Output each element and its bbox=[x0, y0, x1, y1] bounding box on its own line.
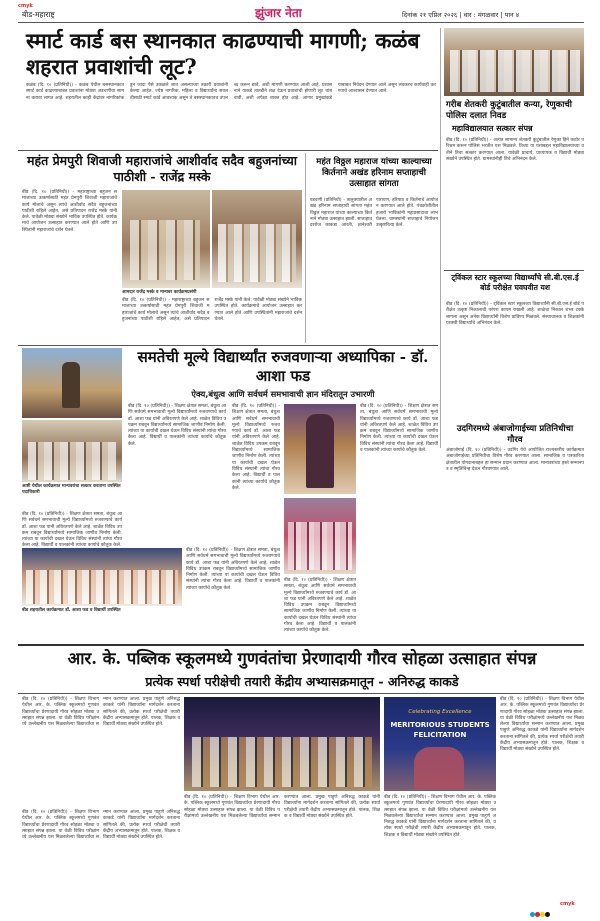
article5-headline: आर. के. पब्लिक स्कूलमध्ये गुणवंतांचा प्रेरणादायी गौरव सोहळा उत्साहात संपन्न bbox=[67, 649, 537, 668]
banner-line1: Celebrating Excellence bbox=[408, 709, 472, 715]
article4-body-right: बीड (दि. १० (प्रतिनिधी)) - शिक्षण क्षेत्रात समता, बंधुत्व आणि सर्वधर्म समभावाची मूल्ये विद्यार्थ्यांमध्ये रुजवण्याचे कार्य डॉ. आशा फड यांनी अविरतपणे केले आहे. शाळेत विविध उपक्रम राबवून विद्यार्थ्यांमध्ये सामाजिक जाणीव निर्माण केली. त्यांच्या या कार्याची दखल घेऊन विविध संस्थांनी त्यांचा गौरव केला आहे. विद्यार्थी व पालकांनी त्यांच्या कार्याचे कौतुक केले. bbox=[360, 404, 438, 454]
sidebar3-body: अंबाजोगाई (दि. १० (प्रतिनिधी)) - उदगिर येथे आयोजित राज्यस्तरीय कार्यक्रमात अंबाजोगाईच्या प्रतिनिधीचा विशेष गौरव करण्यात आला. सामाजिक व पत्रकारिता क्षेत्रातील योगदानाबद्दल हा सन्मान प्रदान करण्यात आला. मान्यवरांच्या हस्ते सन्मानपत्र व स्मृतिचिन्ह देऊन गौरवण्यात आले. bbox=[446, 448, 584, 472]
article4-body-bottom: बीड (दि. १० (प्रतिनिधी)) - शिक्षण क्षेत्रात समता, बंधुत्व आणि सर्वधर्म समभावाची मूल्ये विद्यार्थ्यांमध्ये रुजवण्याचे कार्य डॉ. आशा फड यांनी अविरतपणे केले आहे. शाळेत विविध उपक्रम राबवून विद्यार्थ्यांमध्ये सामाजिक जाणीव निर्माण केली. त्यांच्या या कार्याची दखल घेऊन विविध संस्थांनी त्यांचा गौरव केला आहे. विद्यार्थी व पालकांनी त्यांच्या कार्याचे कौतुक केले. bbox=[284, 578, 356, 634]
rule-a4 bbox=[18, 345, 438, 346]
felicitation-photo bbox=[444, 28, 584, 96]
asha-fad-photo bbox=[284, 404, 356, 494]
article4-body-right2: बीड (दि. १० (प्रतिनिधी)) - शिक्षण क्षेत्रात समता, बंधुत्व आणि सर्वधर्म समभावाची मूल्ये विद्यार्थ्यांमध्ये रुजवण्याचे कार्य डॉ. आशा फड यांनी अविरतपणे केले आहे. शाळेत विविध उपक्रम राबवून विद्यार्थ्यांमध्ये सामाजिक जाणीव निर्माण केली. त्यांच्या या कार्याची दखल घेऊन विविध संस्थांनी त्यांचा गौरव केला आहे. विद्यार्थी व पालकांनी त्यांच्या कार्याचे कौतुक केले. bbox=[232, 404, 280, 491]
article4-body: बीड (दि. १० (प्रतिनिधी)) - शिक्षण क्षेत्रात समता, बंधुत्व आणि सर्वधर्म समभावाची मूल्ये विद्यार्थ्यांमध्ये रुजवण्याचे कार्य डॉ. आशा फड यांनी अविरतपणे केले आहे. शाळेत विविध उपक्रम राबवून विद्यार्थ्यांमध्ये सामाजिक जाणीव निर्माण केली. त्यांच्या या कार्याची दखल घेऊन विविध संस्थांनी त्यांचा गौरव केला आहे. विद्यार्थी व पालकांनी त्यांच्या कार्याचे कौतुक केले. bbox=[128, 404, 226, 447]
sidebar1-subhead: महाविद्यालयात सत्कार संपन्न bbox=[452, 124, 533, 133]
masthead-logo: झुंजार नेता bbox=[255, 6, 302, 20]
article3-body: वडवणी (प्रतिनिधी) - तालुक्यातील अखंड हरिनाम सप्ताहाची सांगता महंत विठ्ठल महाराज यांच्या काल्याच्या किर्तनाने मोठ्या उत्साहात झाली. सप्ताहात दररोज काकडा आरती, ज्ञानेश्वरी पारायण, हरिपाठ व किर्तनाचे आयोजन करण्यात आले होते. पंचक्रोशीतील हजारो भाविकांनी महाप्रसादाचा लाभ घेतला. ग्रामस्थांनी सप्ताहाचे नियोजन उत्कृष्टरित्या केले. bbox=[310, 198, 438, 229]
sidebar2-headline: ट्विंकल स्टार स्कूलच्या विद्यार्थ्यांचे सी.बी.एस.ई बोर्ड परीक्षेत घवघवीत यश bbox=[451, 273, 579, 292]
banner-line3: FELICITATION bbox=[413, 731, 467, 739]
section-name: बीड-महाराष्ट्र bbox=[22, 10, 55, 19]
article4-body-cont: बीड (दि. १० (प्रतिनिधी)) - शिक्षण क्षेत्रात समता, बंधुत्व आणि सर्वधर्म समभावाची मूल्ये विद्यार्थ्यांमध्ये रुजवण्याचे कार्य डॉ. आशा फड यांनी अविरतपणे केले आहे. शाळेत विविध उपक्रम राबवून विद्यार्थ्यांमध्ये सामाजिक जाणीव निर्माण केली. त्यांच्या या कार्याची दखल घेऊन विविध संस्थांनी त्यांचा गौरव केला आहे. विद्यार्थी व पालकांनी त्यांच्या कार्याचे कौतुक केले. bbox=[186, 548, 280, 591]
header-rule bbox=[18, 22, 584, 23]
group-photo-left bbox=[22, 420, 122, 482]
article1-headline: स्मार्ट कार्ड बस स्थानकात काढण्याची मागणी; कळंब शहरात प्रवाशांची लूट? bbox=[26, 28, 420, 79]
article4-body-left: बीड (दि. १० (प्रतिनिधी)) - शिक्षण क्षेत्रात समता, बंधुत्व आणि सर्वधर्म समभावाची मूल्ये विद्यार्थ्यांमध्ये रुजवण्याचे कार्य डॉ. आशा फड यांनी अविरतपणे केले आहे. शाळेत विविध उपक्रम राबवून विद्यार्थ्यांमध्ये सामाजिक जाणीव निर्माण केली. त्यांच्या या कार्याची दखल घेऊन विविध संस्थांनी त्यांचा गौरव केला आहे. विद्यार्थी व पालकांनी त्यांच्या कार्याचे कौतुक केले. bbox=[22, 512, 122, 549]
article2-body: बीड (दि. १० (प्रतिनिधी)) - महाराष्ट्राच्या बहुजन समाजाच्या उत्कर्षासाठी महंत प्रेमपुरी शिवाजी महाराजांचे कार्य मोलाचे असून त्यांचे आशीर्वाद सदैव बहुजनांच्या पाठीशी राहिले आहेत, असे प्रतिपादन राजेंद्र मस्के यांनी केले. यावेळी मोठ्या संख्येने भाविक उपस्थित होते. कार्यक्रमाचे आयोजन उत्साहात करण्यात आले होते आणि उपस्थितांनी महाराजांचे दर्शन घेतले. bbox=[22, 190, 117, 233]
article3-headline: महंत विठ्ठल महाराज यांच्या काल्याच्या किर्तनाने अखंड हरिनाम सप्ताहाची उत्साहात सांगता bbox=[316, 157, 432, 189]
banner-line2: MERITORIOUS STUDENTS bbox=[390, 721, 490, 729]
rule-s2 bbox=[444, 270, 584, 271]
article4-caption-bottom: बीड शहरातील कार्यक्रमात डॉ. आशा फड व विद्यार्थी उपस्थित bbox=[22, 608, 121, 613]
rule-a5-sub bbox=[18, 693, 584, 694]
mhaske-photo bbox=[122, 190, 210, 288]
sidebar2-body: बीड (दि. १० (प्रतिनिधी)) - ट्विंकल स्टार स्कूलच्या विद्यार्थ्यांनी सी.बी.एस.ई बोर्ड परीक्षेत उत्कृष्ट निकालाची परंपरा कायम राखली आहे. शाळेचा निकाल शंभर टक्के लागला असून अनेक विद्यार्थ्यांनी विशेष प्राविण्य मिळवले. संस्थाचालक व शिक्षकांनी यशस्वी विद्यार्थ्यांचे अभिनंदन केले. bbox=[446, 302, 584, 326]
rule-a2 bbox=[18, 150, 438, 151]
article5-body-bottom2: बीड (दि. १० (प्रतिनिधी)) - शिक्षण विभाग येथील आर. के. पब्लिक स्कूलमध्ये गुणवंत विद्यार्थ्यांचा प्रेरणादायी गौरव सोहळा मोठ्या उत्साहात संपन्न झाला. या वेळी विविध परीक्षांमध्ये उल्लेखनीय यश मिळवलेल्या विद्यार्थ्यांचा सन्मान करण्यात आला. प्रमुख पाहुणे अनिरुद्ध काकडे यांनी विद्यार्थ्यांना मार्गदर्शन करताना सांगितले की, प्रत्येक स्पर्धा परीक्षेची तयारी केंद्रीय अभ्यासक्रमातून होते. पालक, शिक्षक व विद्यार्थी मोठ्या संख्येने उपस्थित होते. bbox=[184, 795, 380, 819]
sidebar1-body: बीड (दि. १० (प्रतिनिधी)) - अत्यंत सामान्य शेतकरी कुटुंबातील रेणुका हिने कठोर परिश्रम करून पोलिस भरतीत यश मिळवले. तिच्या या यशाबद्दल महाविद्यालयाच्या वतीने तिचा सत्कार करण्यात आला. यावेळी प्राचार्य, प्राध्यापक व विद्यार्थी मोठ्या संख्येने उपस्थित होते. ग्रामस्थांनीही तिचे अभिनंदन केले. bbox=[446, 138, 584, 162]
sidebar1-headline: गरीब शेतकरी कुटुंबातील कन्या, रेणुकाची पोलिस दलात निवड bbox=[446, 100, 573, 121]
article2-headline: महंत प्रेमपुरी शिवाजी महाराजांचे आशीर्वाद सदैव बहुजनांच्या पाठीशी - राजेंद्र मस्के bbox=[26, 153, 297, 184]
students-photo bbox=[284, 498, 356, 574]
sidebar3-headline: उदगिरमध्ये अंबाजोगाईच्या प्रतिनिधीचा गौरव bbox=[456, 424, 574, 445]
article4-subhead: ऐक्य,बंधुत्व आणि सर्वधर्म समभावाची ज्ञान मंदिरातून उभारणी bbox=[191, 389, 375, 399]
felicitation-banner-photo bbox=[384, 697, 496, 791]
article5-body-right: बीड (दि. १० (प्रतिनिधी)) - शिक्षण विभाग येथील आर. के. पब्लिक स्कूलमध्ये गुणवंत विद्यार्थ्यांचा प्रेरणादायी गौरव सोहळा मोठ्या उत्साहात संपन्न झाला. या वेळी विविध परीक्षांमध्ये उल्लेखनीय यश मिळवलेल्या विद्यार्थ्यांचा सन्मान करण्यात आला. प्रमुख पाहुणे अनिरुद्ध काकडे यांनी विद्यार्थ्यांना मार्गदर्शन करताना सांगितले की, प्रत्येक स्पर्धा परीक्षेची तयारी केंद्रीय अभ्यासक्रमातून होते. पालक, शिक्षक व विद्यार्थी मोठ्या संख्येने उपस्थित होते. bbox=[500, 697, 584, 753]
dateline: दिनांक २१ एप्रिल २०२६ | वार : मंगळवार | पान ४ bbox=[402, 11, 520, 19]
article2-caption: आमदार राजेंद्र मस्के व मान्यवर कार्यक्रमप्रसंगी bbox=[122, 290, 197, 295]
col-divider-top bbox=[440, 28, 441, 448]
statue-photo bbox=[22, 348, 122, 418]
article2-body-cont: बीड (दि. १० (प्रतिनिधी)) - महाराष्ट्राच्या बहुजन समाजाच्या उत्कर्षासाठी महंत प्रेमपुरी शिवाजी महाराजांचे कार्य मोलाचे असून त्यांचे आशीर्वाद सदैव बहुजनांच्या पाठीशी राहिले आहेत, असे प्रतिपादन राजेंद्र मस्के यांनी केले. यावेळी मोठ्या संख्येने भाविक उपस्थित होते. कार्यक्रमाचे आयोजन उत्साहात करण्यात आले होते आणि उपस्थितांनी महाराजांचे दर्शन घेतले. bbox=[122, 298, 302, 322]
masthead-bar bbox=[0, 0, 600, 22]
mhaske-photo-2 bbox=[212, 190, 302, 288]
article5-body-left: बीड (दि. १० (प्रतिनिधी)) - शिक्षण विभाग येथील आर. के. पब्लिक स्कूलमध्ये गुणवंत विद्यार्थ्यांचा प्रेरणादायी गौरव सोहळा मोठ्या उत्साहात संपन्न झाला. या वेळी विविध परीक्षांमध्ये उल्लेखनीय यश मिळवलेल्या विद्यार्थ्यांचा सन्मान करण्यात आला. प्रमुख पाहुणे अनिरुद्ध काकडे यांनी विद्यार्थ्यांना मार्गदर्शन करताना सांगितले की, प्रत्येक स्पर्धा परीक्षेची तयारी केंद्रीय अभ्यासक्रमातून होते. पालक, शिक्षक व विद्यार्थी मोठ्या संख्येने उपस्थित होते. bbox=[22, 697, 180, 728]
article4-caption-left: आष्टी येथील कार्यक्रमात मान्यवरांचा सत्कार करताना उपस्थित पदाधिकारी bbox=[22, 484, 121, 495]
registration-dots bbox=[530, 902, 550, 921]
footer-cmyk-mark: cmyk bbox=[560, 901, 575, 907]
large-group-photo bbox=[22, 548, 182, 606]
stage-photo bbox=[184, 697, 380, 791]
article5-subhead: प्रत्येक स्पर्धा परीक्षेची तयारी केंद्रीय अभ्यासक्रमातून - अनिरुद्ध काकडे bbox=[145, 674, 459, 689]
article1-body: कळंब (दि. १० (प्रतिनिधी)) - कळंब येथील बसस्थानकात स्मार्ट कार्ड काढण्याबाबत प्रवाशांना मोठ्या अडचणींचा सामना करावा लागत आहे. शहरातील काही केंद्रांवर नागरिकांकडून जादा पैसे उकळले जात असल्याच्या तक्रारी प्रवाशांनी केल्या आहेत. ज्येष्ठ नागरिक, महिला व विद्यार्थ्यांना सवलतीसाठी स्मार्ट कार्ड आवश्यक असून ते बसस्थानकातच उपलब्ध करून द्यावे, अशी मागणी करण्यात आली आहे. प्रशासनाने याकडे तातडीने लक्ष देऊन प्रवाशांची होणारी लूट थांबवावी, अशी अपेक्षा व्यक्त होत आहे. आगार प्रमुखांकडे याबाबत निवेदन देण्यात आले असून लवकरच कार्यवाही करण्याचे आश्वासन देण्यात आले. bbox=[26, 83, 436, 101]
col-divider-a3 bbox=[305, 153, 306, 343]
rule-a5 bbox=[18, 644, 584, 646]
article5-body-bottom1: बीड (दि. १० (प्रतिनिधी)) - शिक्षण विभाग येथील आर. के. पब्लिक स्कूलमध्ये गुणवंत विद्यार्थ्यांचा प्रेरणादायी गौरव सोहळा मोठ्या उत्साहात संपन्न झाला. या वेळी विविध परीक्षांमध्ये उल्लेखनीय यश मिळवलेल्या विद्यार्थ्यांचा सन्मान करण्यात आला. प्रमुख पाहुणे अनिरुद्ध काकडे यांनी विद्यार्थ्यांना मार्गदर्शन करताना सांगितले की, प्रत्येक स्पर्धा परीक्षेची तयारी केंद्रीय अभ्यासक्रमातून होते. पालक, शिक्षक व विद्यार्थी मोठ्या संख्येने उपस्थित होते. bbox=[22, 810, 180, 841]
article5-body-bottom3: बीड (दि. १० (प्रतिनिधी)) - शिक्षण विभाग येथील आर. के. पब्लिक स्कूलमध्ये गुणवंत विद्यार्थ्यांचा प्रेरणादायी गौरव सोहळा मोठ्या उत्साहात संपन्न झाला. या वेळी विविध परीक्षांमध्ये उल्लेखनीय यश मिळवलेल्या विद्यार्थ्यांचा सन्मान करण्यात आला. प्रमुख पाहुणे अनिरुद्ध काकडे यांनी विद्यार्थ्यांना मार्गदर्शन करताना सांगितले की, प्रत्येक स्पर्धा परीक्षेची तयारी केंद्रीय अभ्यासक्रमातून होते. पालक, शिक्षक व विद्यार्थी मोठ्या संख्येने उपस्थित होते. bbox=[384, 795, 496, 838]
article4-headline: समतेची मूल्ये विद्यार्थ्यांत रुजवणाऱ्या अध्यापिका - डॉ. आशा फड bbox=[137, 348, 429, 385]
cmyk-mark: cmyk bbox=[18, 3, 33, 9]
